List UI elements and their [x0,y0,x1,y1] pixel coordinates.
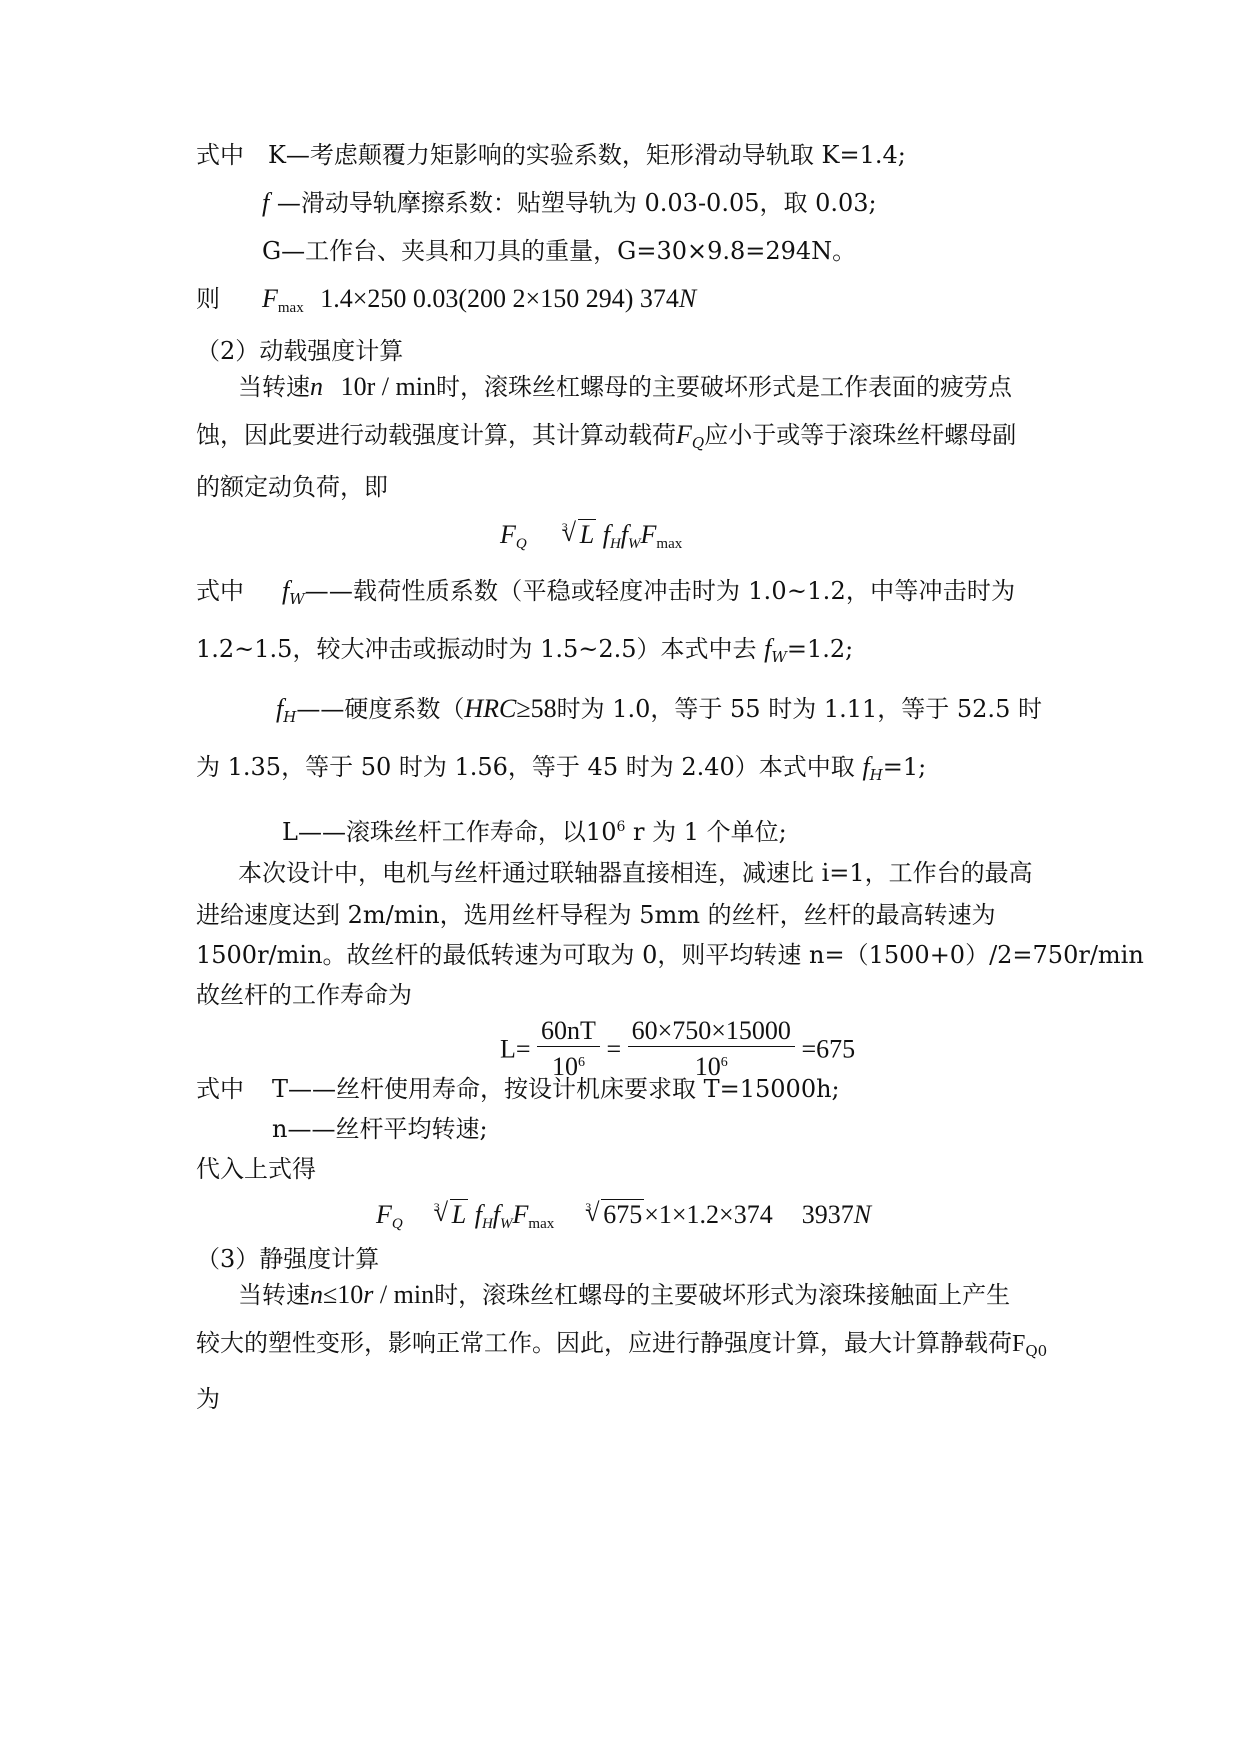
formula-text: ×1×1.2×374 [644,1200,773,1229]
formula-subscript: W [628,536,641,552]
formula-subscript: H [481,1216,493,1232]
paragraph-line: 的额定动负荷，即 [196,473,388,501]
inline-subscript: Q0 [1025,1342,1048,1360]
cube-root [434,1200,468,1230]
inline-subscript: Q [691,434,705,452]
text-line [196,284,220,314]
text-line: 代入上式得 [196,1155,316,1183]
formula-subscript: W [500,1216,513,1232]
text-span: 应小于或等于滚珠丝杆螺母副 [704,421,1017,449]
text-span: =1; [882,753,927,781]
label-shizhong: 式中 [196,141,244,169]
text-line: n——丝杆平均转速; [272,1115,488,1143]
paragraph-line: 为 [196,1385,220,1413]
fraction [628,1016,795,1083]
text-span: r 为 1 个单位; [625,818,787,846]
text-span: =1.2; [786,635,854,663]
text-line [196,140,906,170]
inline-symbol: F [1012,1331,1026,1357]
paragraph-line [196,420,1016,458]
superscript: 6 [577,1055,585,1070]
text-span: 蚀，因此要进行动载强度计算，其计算动载荷 [196,421,676,449]
text-line [276,694,1042,732]
formula-symbol: f [492,1200,501,1229]
formula-symbol: f [602,520,610,549]
text-span: ——载荷性质系数（平稳或轻度冲击时为 1.0~1.2，中等冲击时为 [304,577,1016,605]
formula-symbol: F [640,520,657,549]
formula-subscript: Q [391,1216,403,1232]
formula-symbol: F [512,1200,529,1229]
formula-subscript: H [609,536,621,552]
definition-k: K—考虑颠覆力矩影响的实验系数，矩形滑动导轨取 K=1.4; [268,141,906,169]
formula-symbol: L [451,1200,467,1229]
inline-subscript: W [771,648,787,666]
formula-symbol: F [500,520,516,549]
formula-text: = [606,1034,622,1064]
text-span: 为 1.35，等于 50 时为 1.56，等于 45 时为 2.40）本式中取 [196,753,855,781]
text-span: 1.2~1.5，较大冲击或振动时为 1.5~2.5）本式中去 [196,635,757,663]
formula-text: 675 [603,1200,643,1229]
superscript: 6 [720,1055,728,1070]
text-line [282,576,1015,614]
equation-dynamic-load [500,520,682,559]
inline-symbol: F [676,420,692,449]
text-line [262,236,856,266]
paragraph-line [238,372,1012,402]
section-heading: （2）动载强度计算 [196,337,404,365]
inline-subscript: H [869,766,883,784]
text-span: 时，滚珠丝杠螺母的主要破坏形式是工作表面的疲劳点 [435,373,1012,401]
cube-root [585,1200,644,1230]
formula-text: =675 [801,1034,856,1064]
cube-root [562,520,596,550]
text-line [196,576,244,606]
section-heading: （3）静强度计算 [196,1245,380,1273]
root-index: √ 3 [585,1200,592,1214]
inline-symbol: n [310,372,323,401]
inline-formula: ≤10 [323,1280,364,1309]
inline-subscript: H [283,708,297,726]
formula-symbol: f [620,520,629,549]
text-span: 当转速 [238,373,310,401]
text-span: 时为 1.0，等于 55 时为 1.11，等于 52.5 时 [556,695,1042,723]
paragraph-line: 进给速度达到 2m/min，选用丝杆导程为 5mm 的丝杆，丝杆的最高转速为 [196,901,996,929]
text-line [196,634,853,672]
inline-symbol: f [862,752,870,781]
formula-unit: N [853,1200,872,1229]
fraction-numerator: 60nT [537,1016,600,1047]
formula-text: 3937 [801,1200,854,1229]
label-shizhong: 式中 [196,1075,244,1103]
fraction-numerator: 60×750×15000 [628,1016,795,1047]
fmax-formula [262,284,696,323]
text-span: ——硬度系数（ [296,695,465,723]
inline-symbol: f [764,634,772,663]
root-index: √ 3 [561,520,568,534]
formula-unit: N [678,284,697,313]
root-index: √ 3 [433,1200,440,1214]
equation-dynamic-load-result [376,1200,871,1239]
text-span: L——滚珠丝杆工作寿命，以10 [282,818,617,846]
formula-subscript: max [277,300,304,316]
text-span: 时，滚珠丝杠螺母的主要破坏形式为滚珠接触面上产生 [434,1281,1011,1309]
text-span: 当转速 [238,1281,310,1309]
fraction [537,1016,600,1083]
definition-g: G—工作台、夹具和刀具的重量，G=30×9.8=294N。 [262,237,857,265]
text-line [262,188,877,218]
symbol-f: f [262,188,270,217]
inline-subscript: W [289,590,305,608]
text-line [282,812,787,847]
inline-symbol: r [363,1280,374,1309]
formula-subscript: max [656,536,683,552]
text-line [196,752,926,790]
paragraph-line [238,1280,1010,1310]
inline-symbol: f [282,576,290,605]
superscript: 6 [616,819,626,835]
formula-symbol: F [262,284,278,313]
formula-subscript: max [528,1216,555,1232]
text-line [196,1074,244,1104]
definition-f: —滑动导轨摩擦系数：贴塑导轨为 0.03-0.05，取 0.03; [276,189,877,217]
equation-life [500,1016,855,1083]
formula-subscript: Q [515,536,527,552]
inline-formula: 10r / min [340,372,436,401]
formula-text: L= [500,1034,531,1064]
paragraph-line [196,1328,1047,1366]
inline-symbol: n [310,1280,323,1309]
inline-formula: ≥58 [516,694,557,723]
inline-symbol: HRC [464,694,517,723]
formula-symbol: F [376,1200,392,1229]
formula-text: 10 [551,1052,578,1081]
formula-symbol: L [579,520,595,549]
paragraph-line: 故丝杆的工作寿命为 [196,981,412,1009]
text-span: 较大的塑性变形，影响正常工作。因此，应进行静强度计算，最大计算静载荷 [196,1329,1012,1357]
inline-formula: / min [373,1280,435,1309]
formula-body: 1.4×250 0.03(200 2×150 294) 374 [320,284,679,313]
formula-symbol: f [474,1200,482,1229]
label-ze: 则 [196,285,220,313]
formula-text: 10 [694,1052,721,1081]
text-line: T——丝杆使用寿命，按设计机床要求取 T=15000h; [272,1075,840,1103]
paragraph-line: 本次设计中，电机与丝杆通过联轴器直接相连，减速比 i=1，工作台的最高 [238,859,1033,887]
inline-symbol: f [276,694,284,723]
label-shizhong: 式中 [196,577,244,605]
paragraph-line: 1500r/min。故丝杆的最低转速为可取为 0，则平均转速 n=（1500+0）/2=750r/min [196,941,1144,969]
